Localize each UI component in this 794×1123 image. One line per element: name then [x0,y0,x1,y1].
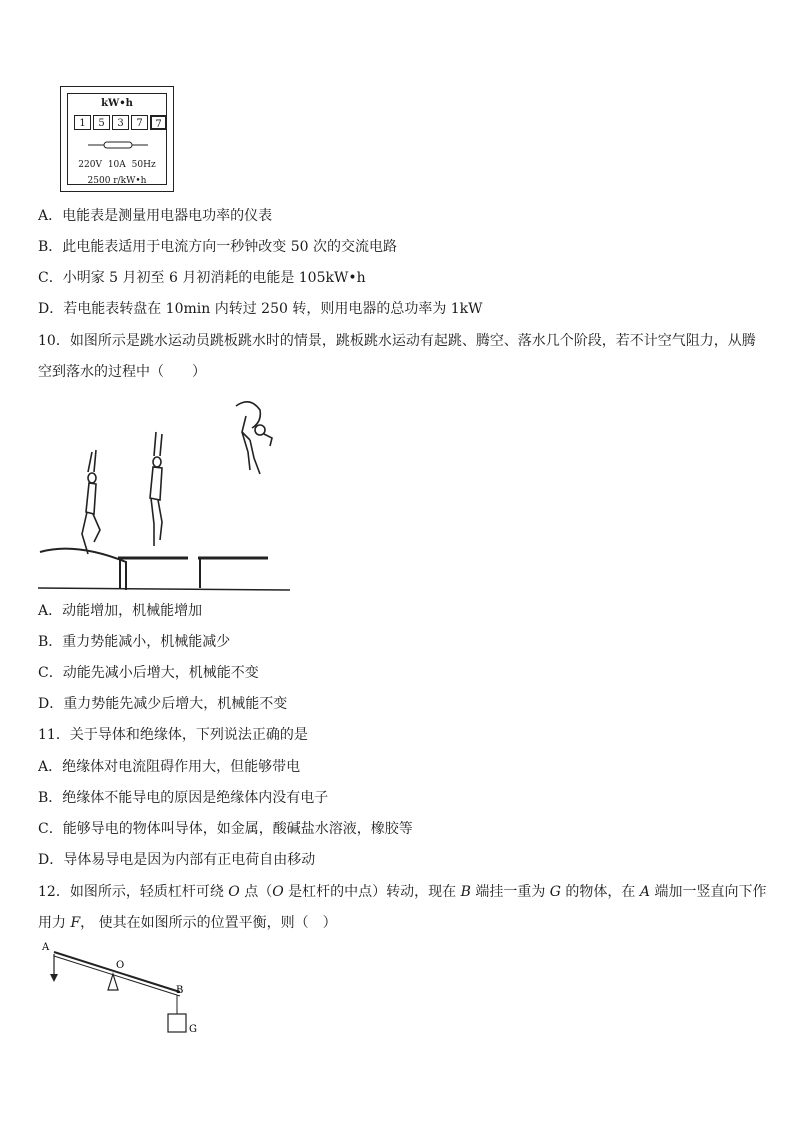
meter-rating: 220V 10A 50Hz [78,160,156,170]
q9-option-a: A．电能表是测量用电器电功率的仪表 [38,208,273,224]
meter-digit: 5 [93,115,110,130]
q11-option-c: C．能够导电的物体叫导体，如金属，酸碱盐水溶液，橡胶等 [38,821,413,837]
q9-option-b: B．此电能表适用于电流方向一秒钟改变 50 次的交流电路 [38,239,398,255]
diving-figure [36,392,296,592]
label-A: A [42,942,50,953]
q10-option-c: C．动能先减小后增大，机械能不变 [38,665,259,681]
q12-stem-line1: 12．如图所示，轻质杠杆可绕 O 点（O 是杠杆的中点）转动，现在 B 端挂一重为 G 的物体，在 A 端加一竖直向下作 [38,884,767,900]
meter-digit: 1 [74,115,91,130]
electric-meter-figure [60,86,174,192]
var-A: A [639,884,651,900]
fulcrum-icon [108,974,118,990]
meter-digits [74,115,167,130]
q10-option-b: B．重力势能减小，机械能减少 [38,634,231,650]
label-O: O [116,960,125,971]
q10-stem-line2: 空到落水的过程中（ ） [38,364,206,380]
springboard-curve [40,549,126,590]
diver-rising-icon [150,432,162,546]
q10-option-a: A．动能增加，机械能增加 [38,603,203,619]
meter-digit: 3 [112,115,129,130]
q11-option-d: D．导体易导电是因为内部有正电荷自由移动 [38,852,316,868]
meter-panel [67,93,167,185]
water-line [38,588,290,590]
meter-unit: kW•h [101,98,133,109]
diver-tuck-icon [236,402,272,474]
label-G: G [189,1024,197,1035]
q10-stem-line1: 10．如图所示是跳水运动员跳板跳水时的情景，跳板跳水运动有起跳、腾空、落水几个阶段，若不计空气阻力，从腾 [38,333,756,349]
label-B: B [176,985,184,996]
var-G: G [549,884,561,900]
meter-disc-window-icon [86,138,150,152]
q12-stem-line2: 用力 F， 使其在如图所示的位置平衡，则（ ） [38,915,337,931]
lever-figure [36,940,206,1040]
var-B: B [460,884,471,900]
q11-option-b: B．绝缘体不能导电的原因是绝缘体内没有电子 [38,790,329,806]
weight-block [168,1014,186,1032]
var-F: F [70,915,81,931]
var-O: O [228,884,240,900]
meter-revolutions: 2500 r/kW•h [87,176,147,186]
q9-option-d: D．若电能表转盘在 10min 内转过 250 转，则用电器的总功率为 1kW [38,301,483,317]
meter-digit: 7 [131,115,148,130]
q9-option-c: C．小明家 5 月初至 6 月初消耗的电能是 105kW•h [38,270,366,286]
q10-option-d: D．重力势能先减少后增大，机械能不变 [38,696,288,712]
diver-takeoff-icon [82,450,100,554]
q11-option-a: A．绝缘体对电流阻碍作用大，但能够带电 [38,759,301,775]
q11-stem: 11．关于导体和绝缘体，下列说法正确的是 [38,727,308,743]
meter-digit-decimal: 7 [150,115,167,130]
var-O: O [272,884,284,900]
